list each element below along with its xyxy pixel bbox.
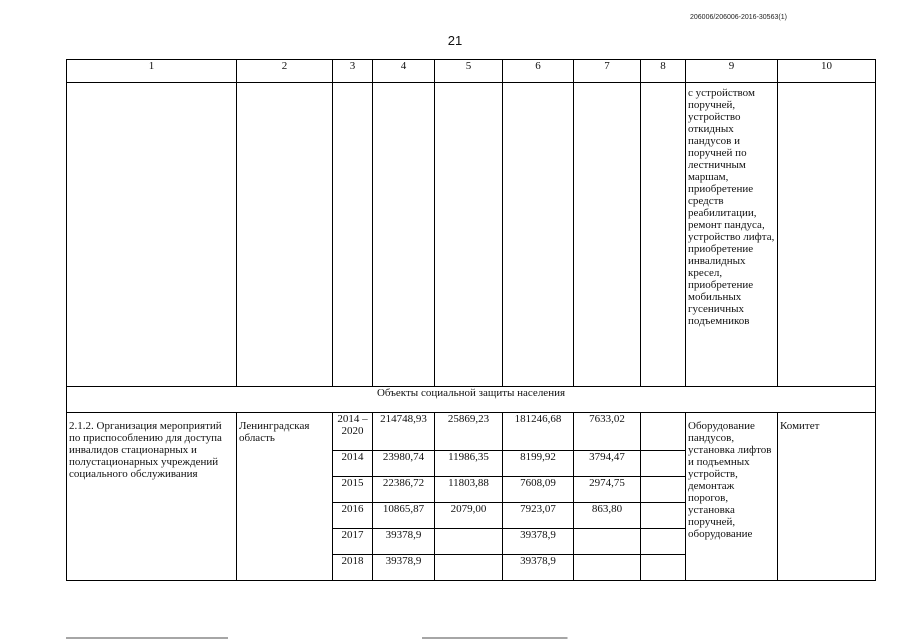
col7-cell: 2974,75 (574, 477, 641, 503)
total-cell: 39378,9 (373, 555, 435, 581)
column-header: 3 (333, 60, 373, 83)
period-cell: 2014 – 2020 (333, 413, 373, 451)
col5-cell: 11986,35 (435, 451, 503, 477)
total-cell: 39378,9 (373, 529, 435, 555)
measure-executor: Комитет (778, 413, 876, 581)
section-row (67, 387, 876, 413)
col8-cell (641, 451, 686, 477)
period-cell: 2018 (333, 555, 373, 581)
col5-cell: 2079,00 (435, 503, 503, 529)
col6-cell: 181246,68 (503, 413, 574, 451)
measure-region: Ленинградская область (237, 413, 333, 581)
period-cell: 2017 (333, 529, 373, 555)
col7-cell: 863,80 (574, 503, 641, 529)
continuation-row (67, 83, 876, 387)
table-cell (333, 83, 373, 387)
col5-cell: 11803,88 (435, 477, 503, 503)
col6-cell: 7923,07 (503, 503, 574, 529)
col7-cell: 3794,47 (574, 451, 641, 477)
col8-cell (641, 413, 686, 451)
page-number: 21 (447, 33, 463, 48)
scan-edge-rule (66, 637, 875, 639)
col8-cell (641, 477, 686, 503)
program-measures-table (66, 59, 876, 581)
col5-cell (435, 529, 503, 555)
col5-cell (435, 555, 503, 581)
section-title: Объекты социальной защиты населения (67, 387, 876, 413)
column-header-row (67, 60, 876, 83)
col7-cell (574, 529, 641, 555)
total-cell: 22386,72 (373, 477, 435, 503)
column-header: 9 (686, 60, 778, 83)
col8-cell (641, 555, 686, 581)
period-cell: 2016 (333, 503, 373, 529)
column-header: 8 (641, 60, 686, 83)
measure-name: 2.1.2. Организация мероприятий по приспособлению для доступа инвалидов стационарных и полустационарных учреждений социального обслуживания (67, 413, 237, 581)
column-header: 2 (237, 60, 333, 83)
table-cell (778, 83, 876, 387)
col8-cell (641, 529, 686, 555)
column-header: 7 (574, 60, 641, 83)
col6-cell: 8199,92 (503, 451, 574, 477)
period-cell: 2015 (333, 477, 373, 503)
total-cell: 10865,87 (373, 503, 435, 529)
col6-cell: 7608,09 (503, 477, 574, 503)
table-cell (503, 83, 574, 387)
table-cell (435, 83, 503, 387)
table-row (67, 413, 876, 451)
col7-cell (574, 555, 641, 581)
document-id: 206006/206006-2016-30563(1) (690, 14, 787, 21)
table-cell (67, 83, 237, 387)
total-cell: 23980,74 (373, 451, 435, 477)
column-header: 1 (67, 60, 237, 83)
table-cell (237, 83, 333, 387)
col7-cell: 7633,02 (574, 413, 641, 451)
column-header: 6 (503, 60, 574, 83)
column-header: 10 (778, 60, 876, 83)
table-cell (373, 83, 435, 387)
col6-cell: 39378,9 (503, 529, 574, 555)
table-cell (574, 83, 641, 387)
period-cell: 2014 (333, 451, 373, 477)
total-cell: 214748,93 (373, 413, 435, 451)
col5-cell: 25869,23 (435, 413, 503, 451)
col6-cell: 39378,9 (503, 555, 574, 581)
col8-cell (641, 503, 686, 529)
continuation-result-text: с устройством поручней, устройство откидных пандусов и поручней по лестничным маршам, приобретение средств реабилитации, ремонт пандуса, устройство лифта, приобретение инвалидных кресел, приобретение мобильных гусеничных подъемников (686, 83, 778, 387)
measure-result: Оборудование пандусов, установка лифтов и подъемных устройств, демонтаж порогов, установка поручней, оборудование (686, 413, 778, 581)
column-header: 4 (373, 60, 435, 83)
column-header: 5 (435, 60, 503, 83)
table-cell (641, 83, 686, 387)
